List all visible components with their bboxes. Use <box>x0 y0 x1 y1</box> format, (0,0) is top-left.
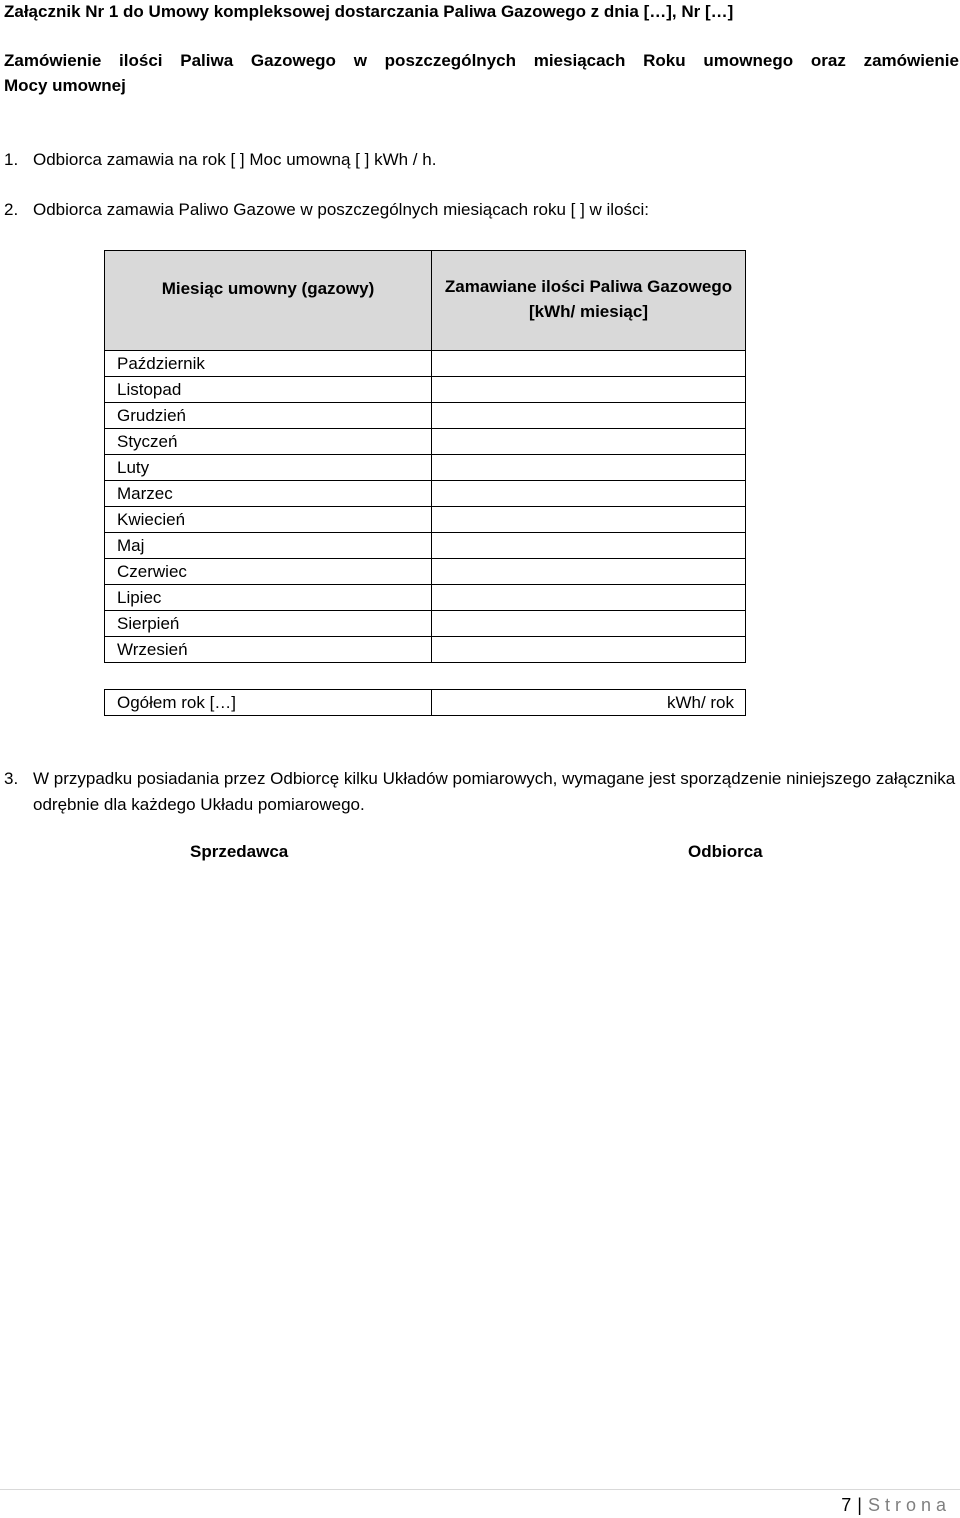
table-row <box>104 481 746 507</box>
page-word: Strona <box>867 1495 951 1515</box>
list-item-text: W przypadku posiadania przez Odbiorcę kilku Układów pomiarowych, wymagane jest sporządzenie niniejszego załącznika odrębnie dla każdego Układu pomiarowego. <box>33 769 956 814</box>
list-item-1 <box>4 150 436 170</box>
amount-cell[interactable] <box>431 585 746 611</box>
list-item-text: Odbiorca zamawia na rok [ ] Moc umowną [ ] kWh / h. <box>33 150 437 169</box>
footer-divider <box>0 1489 960 1490</box>
list-item-3 <box>4 766 959 818</box>
month-cell: Maj <box>104 533 432 559</box>
subtitle-line-2: Mocy umownej <box>4 76 126 95</box>
month-cell: Marzec <box>104 481 432 507</box>
header-month: Miesiąc umowny (gazowy) <box>104 250 432 351</box>
list-item-number: 1. <box>4 150 19 169</box>
month-cell: Grudzień <box>104 403 432 429</box>
list-item-text: Odbiorca zamawia Paliwo Gazowe w poszczególnych miesiącach roku [ ] w ilości: <box>33 200 650 219</box>
table-row <box>104 559 746 585</box>
total-label-cell: Ogółem rok […] <box>104 689 432 716</box>
list-item-number: 2. <box>4 200 19 219</box>
table-row <box>104 507 746 533</box>
table-row <box>104 429 746 455</box>
table-row <box>104 351 746 377</box>
month-cell: Listopad <box>104 377 432 403</box>
amount-cell[interactable] <box>431 377 746 403</box>
table-row <box>104 585 746 611</box>
header-amount: Zamawiane ilości Paliwa Gazowego [kWh/ miesiąc] <box>431 250 746 351</box>
list-item-number: 3. <box>4 769 19 788</box>
amount-cell[interactable] <box>431 507 746 533</box>
month-cell: Luty <box>104 455 432 481</box>
table-row <box>104 533 746 559</box>
signature-seller: Sprzedawca <box>190 842 289 861</box>
total-unit-cell[interactable]: kWh/ rok <box>431 689 746 716</box>
table-row <box>104 403 746 429</box>
list-item-2 <box>4 200 649 220</box>
document-title: Załącznik Nr 1 do Umowy kompleksowej dostarczania Paliwa Gazowego z dnia […], Nr […] <box>4 2 734 21</box>
amount-cell[interactable] <box>431 429 746 455</box>
amount-cell[interactable] <box>431 403 746 429</box>
amount-cell[interactable] <box>431 559 746 585</box>
month-cell: Styczeń <box>104 429 432 455</box>
subtitle-line-1: Zamówienie ilości Paliwa Gazowego w poszczególnych miesiącach Roku umownego oraz zamówienie <box>4 51 959 70</box>
page-separator: | <box>857 1495 862 1515</box>
page-footer <box>841 1492 951 1518</box>
month-cell: Czerwiec <box>104 559 432 585</box>
month-cell: Sierpień <box>104 611 432 637</box>
amount-cell[interactable] <box>431 351 746 377</box>
table-header-row <box>104 250 746 351</box>
month-cell: Wrzesień <box>104 637 432 663</box>
amount-cell[interactable] <box>431 481 746 507</box>
amount-cell[interactable] <box>431 611 746 637</box>
amount-cell[interactable] <box>431 455 746 481</box>
month-cell: Lipiec <box>104 585 432 611</box>
month-cell: Październik <box>104 351 432 377</box>
signature-buyer: Odbiorca <box>688 842 763 861</box>
document-subtitle <box>4 48 959 98</box>
table-row <box>104 455 746 481</box>
table-row <box>104 611 746 637</box>
amount-cell[interactable] <box>431 637 746 663</box>
table-row <box>104 377 746 403</box>
month-cell: Kwiecień <box>104 507 432 533</box>
page-number: 7 <box>841 1495 852 1515</box>
amount-cell[interactable] <box>431 533 746 559</box>
table-total-row <box>104 689 746 716</box>
table-row <box>104 637 746 663</box>
